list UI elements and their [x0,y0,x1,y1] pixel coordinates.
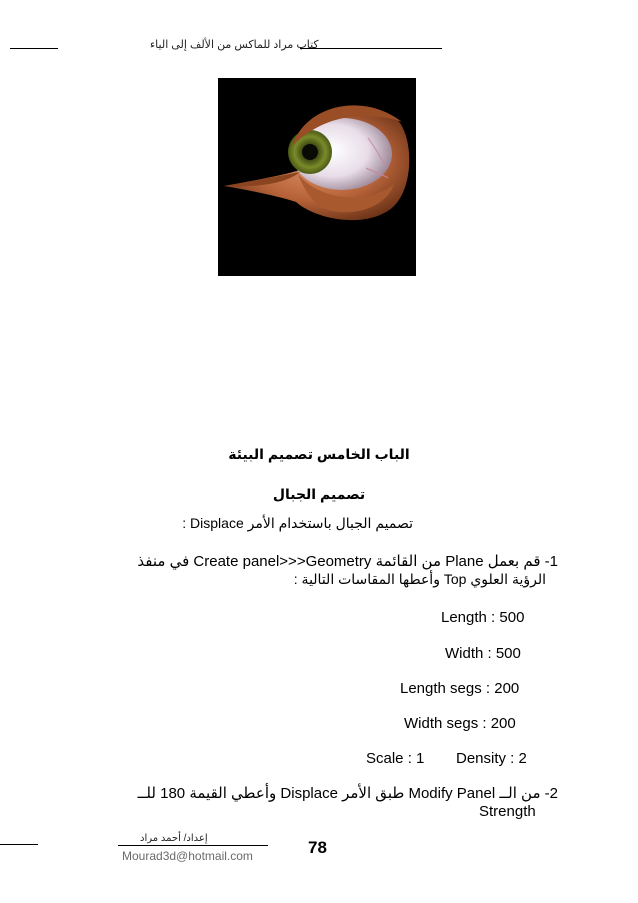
step1-line1: 1- قم بعمل Plane من القائمة Create panel>>>Geometry في منفذ [137,553,558,570]
step2-line1: 2- من الــ Modify Panel طبق الأمر Displace وأعطي القيمة 180 للــ [137,785,558,802]
header-rule-right [300,48,442,49]
header-book-title: كتاب مراد للماكس من الألف إلى الياء [150,39,319,51]
step1-line2: الرؤية العلوي Top وأعطها المقاسات التالية : [293,571,546,587]
footer-email: Mourad3d@hotmail.com [122,849,253,863]
param-width-segs: Width segs : 200 [404,715,516,732]
param-width: Width : 500 [445,645,521,662]
param-density: Density : 2 [456,750,527,767]
chapter-title: الباب الخامس تصميم البيئة [228,446,410,462]
eye-render-image [218,78,416,276]
footer-rule-left [0,844,38,845]
footer-rule-author [118,845,268,846]
param-length-segs: Length segs : 200 [400,680,520,697]
page-number: 78 [308,838,327,857]
eye-render-icon [218,78,416,276]
param-length: Length : 500 [441,609,525,626]
param-scale: Scale : 1 [366,750,425,767]
intro-line: تصميم الجبال باستخدام الأمر Displace : [182,515,413,531]
footer-author: إعداد/ أحمد مراد [140,833,208,844]
step2-line2: Strength [479,803,536,820]
section-title: تصميم الجبال [272,486,366,502]
header-rule-left [10,48,58,49]
